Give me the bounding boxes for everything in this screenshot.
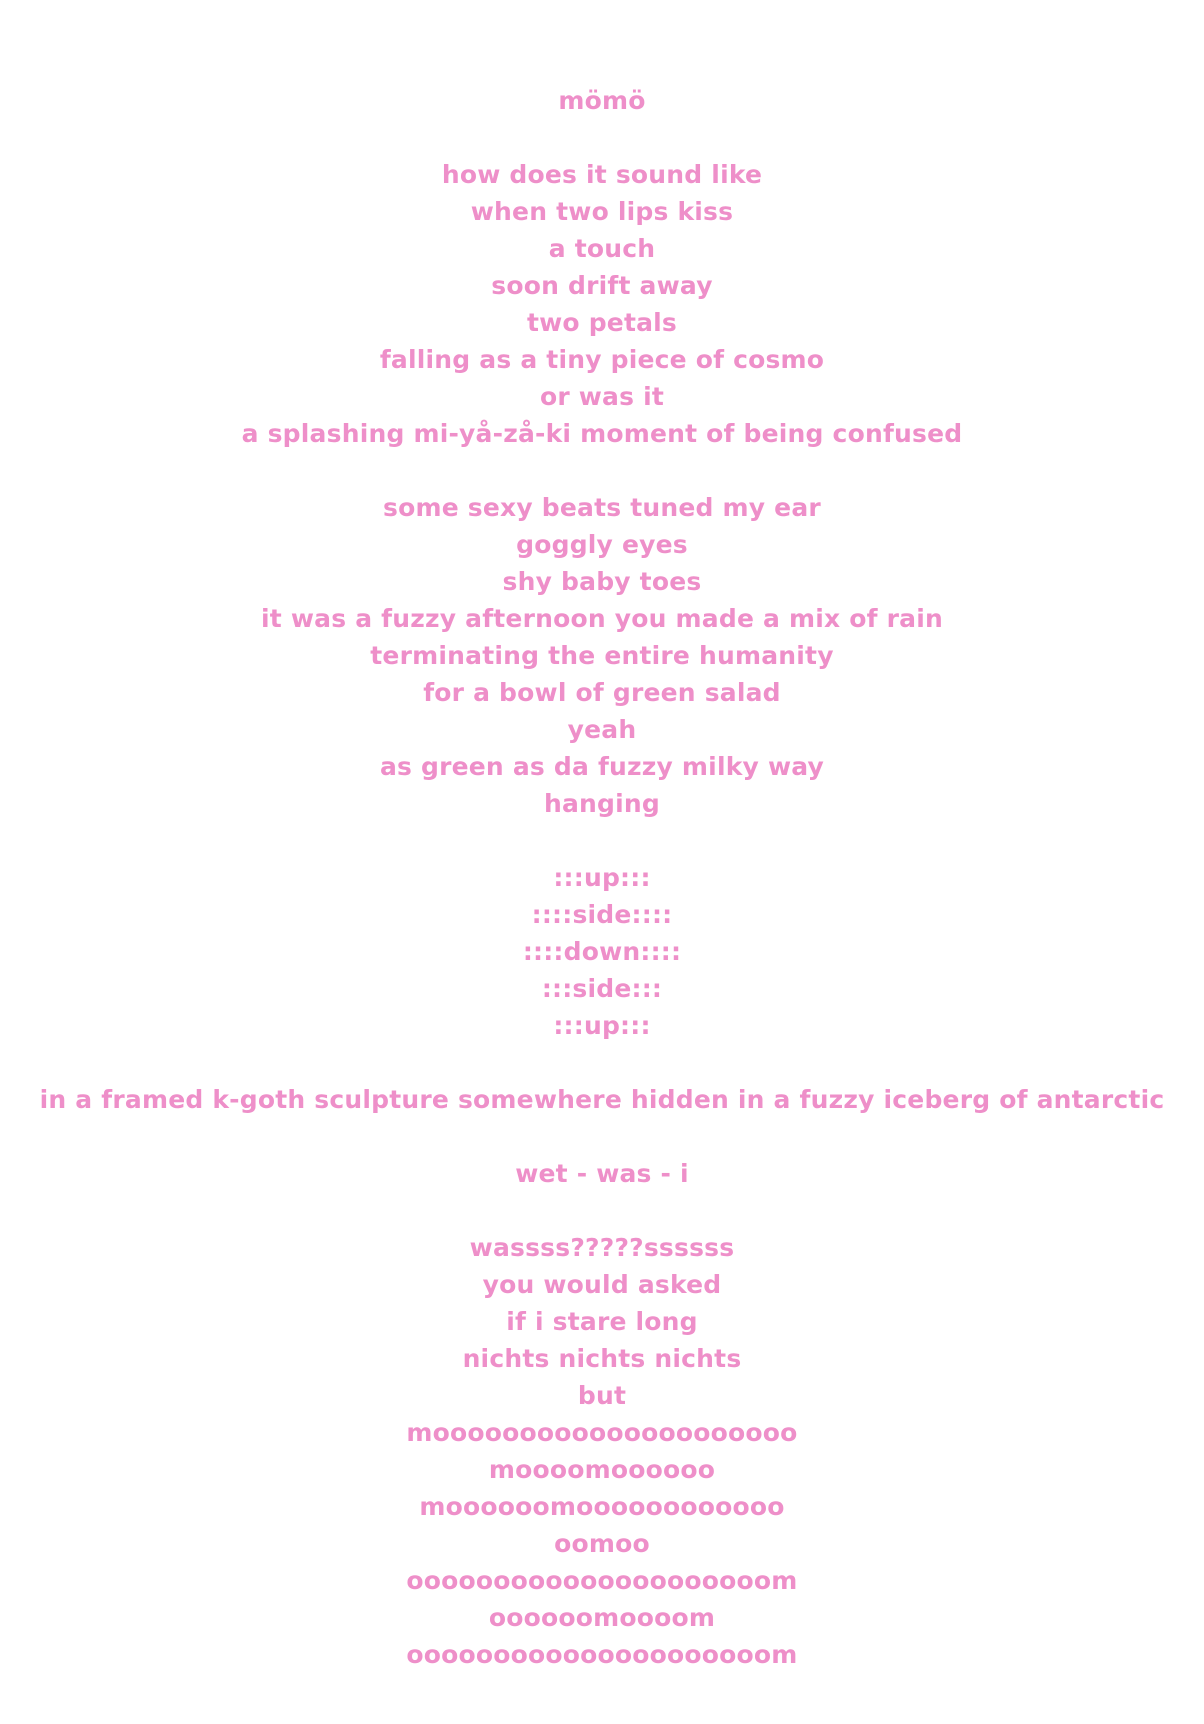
poem-line: soon drift away	[491, 271, 713, 300]
poem-line: :::up:::	[553, 863, 651, 892]
stanza-break	[0, 1118, 1204, 1155]
poem-line: how does it sound like	[441, 160, 763, 189]
poem-line: ooooooooooooooooooooom	[406, 1640, 798, 1669]
stanza-break	[0, 1044, 1204, 1081]
poem-line: goggly eyes	[516, 530, 688, 559]
poem	[0, 82, 1204, 1673]
poem-line: but	[577, 1381, 627, 1410]
poem-line: as green as da fuzzy milky way	[379, 752, 825, 781]
poem-line: falling as a tiny piece of cosmo	[379, 345, 825, 374]
poem-line: a splashing mi-yå-zå-ki moment of being confused	[241, 419, 963, 448]
poem-line: you would asked	[482, 1270, 722, 1299]
poem-line: ::::down::::	[522, 937, 682, 966]
poem-line: hanging	[543, 789, 661, 818]
poem-line: moooooomoooooooooooo	[419, 1492, 785, 1521]
poem-line: terminating the entire humanity	[370, 641, 834, 670]
poem-line: nichts nichts nichts	[462, 1344, 742, 1373]
poem-line: ::::side::::	[531, 900, 673, 929]
poem-line: it was a fuzzy afternoon you made a mix of rain	[261, 604, 943, 633]
poem-line: when two lips kiss	[470, 197, 734, 226]
stanza-3	[0, 859, 1204, 1044]
poem-line: yeah	[567, 715, 637, 744]
stanza-break	[0, 1192, 1204, 1229]
poem-line: ooooooooooooooooooooom	[406, 1566, 798, 1595]
poem-line: in a framed k-goth sculpture somewhere hidden in a fuzzy iceberg of antarctic	[39, 1085, 1165, 1114]
poem-line: two petals	[526, 308, 678, 337]
stanza-4	[0, 1081, 1204, 1118]
poem-line: :::up:::	[553, 1011, 651, 1040]
stanza-break	[0, 822, 1204, 859]
poem-line: wet - was - i	[515, 1159, 689, 1188]
poem-line: mooooooooooooooooooooo	[406, 1418, 798, 1447]
stanza-break	[0, 452, 1204, 489]
poem-title: mömö	[558, 86, 646, 115]
poem-line: oooooomoooom	[488, 1603, 716, 1632]
stanza-break	[0, 119, 1204, 156]
poem-line: some sexy beats tuned my ear	[383, 493, 821, 522]
poem-line: for a bowl of green salad	[423, 678, 781, 707]
poem-line: :::side:::	[541, 974, 663, 1003]
poem-line: oomoo	[554, 1529, 650, 1558]
stanza-2	[0, 489, 1204, 822]
stanza-5	[0, 1155, 1204, 1192]
poem-line: or was it	[539, 382, 665, 411]
poem-line: shy baby toes	[502, 567, 702, 596]
poem-line: wassss?????ssssss	[469, 1233, 735, 1262]
poem-line: moooomoooooo	[488, 1455, 716, 1484]
stanza-6	[0, 1229, 1204, 1673]
poem-line: a touch	[548, 234, 656, 263]
poem-line: if i stare long	[506, 1307, 698, 1336]
stanza-1	[0, 156, 1204, 452]
